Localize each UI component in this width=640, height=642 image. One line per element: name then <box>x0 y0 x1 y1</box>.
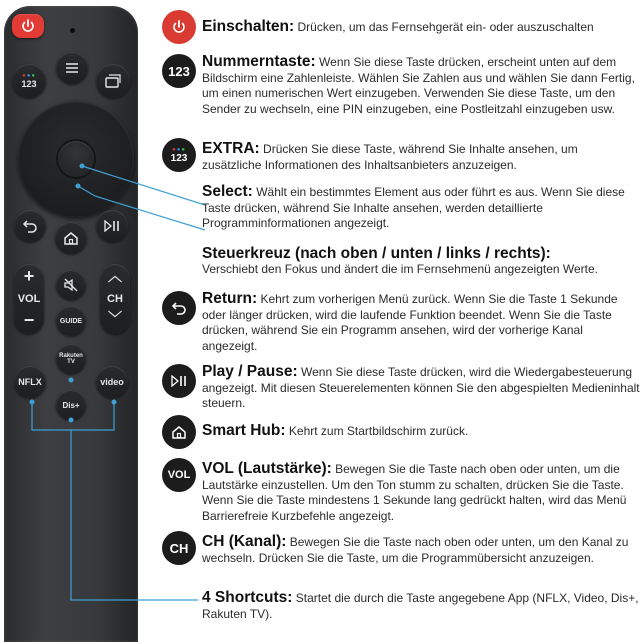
item-title: Select: <box>202 183 253 200</box>
channel-up-icon: ︿ <box>108 268 122 284</box>
item-text: Startet die durch die Taste angegebene App (NFLX, Video, Dis+, Rakuten TV). <box>202 591 639 621</box>
item-title: Nummerntaste: <box>202 53 316 70</box>
channel-label: CH <box>107 293 123 305</box>
video-button-label: video <box>100 377 124 387</box>
volume-down-label: − <box>23 310 35 330</box>
item-title: VOL (Lautstärke): <box>202 460 332 477</box>
item-title: Smart Hub: <box>202 422 286 439</box>
volume-up-label: + <box>23 266 35 286</box>
extra-badge-label: 123 <box>170 152 188 164</box>
item-title: EXTRA: <box>202 140 260 157</box>
extra-icon: ●●● 123 <box>162 138 196 172</box>
item-title: Return: <box>202 290 258 307</box>
item-title: CH (Kanal): <box>202 533 287 550</box>
rakuten-tv-button-label: Rakuten TV <box>59 353 83 365</box>
item-title: Play / Pause: <box>202 363 298 380</box>
return-icon <box>162 291 196 325</box>
extra-button-label: 123 <box>21 79 37 89</box>
item-text: Drücken, um das Fernsehgerät ein- oder auszuschalten <box>297 20 594 34</box>
item-title: 4 Shortcuts: <box>202 589 293 606</box>
channel-down-icon: ﹀ <box>108 310 122 326</box>
number-key-icon: 123 <box>162 54 196 88</box>
item-text: Kehrt zum vorherigen Menü zurück. Wenn Sie die Taste 1 Sekunde oder länger drücken, wird die laufende Funktion beendet. Wenn Sie die Taste drücken, während Sie ein Programm ansehen, wird der vorherige Kanal angezeigt. <box>202 292 618 353</box>
netflix-button-label: NFLX <box>18 377 42 387</box>
volume-icon: VOL <box>162 458 196 492</box>
item-text: Bewegen Sie die Taste nach oben oder unten, um den Kanal zu wechseln. Drücken Sie die Taste, um die Programmübersicht anzuzeigen. <box>202 535 629 565</box>
item-text: Bewegen Sie die Taste nach oben oder unten, um die Lautstärke einzustellen. Um den Ton stumm zu schalten, drücken Sie die Taste. Wenn Sie die Taste mindestens 1 Sekunde lang gedrückt halten, wird das Menü Barrierefreie Kurzbefehle angezeigt. <box>202 462 627 523</box>
item-text: Wählt ein bestimmtes Element aus oder führt es aus. Wenn Sie diese Taste drücken, während Sie Inhalte ansehen, werden detaillierte Programminformationen angezeigt. <box>202 185 625 230</box>
item-text: Wenn Sie diese Taste drücken, wird die Wiedergabesteuerung angezeigt. Mit diesen Steuerelementen können Sie den abgespielten Medieninhalt steuern. <box>202 365 640 410</box>
item-title: Steuerkreuz (nach oben / unten / links / rechts): <box>202 245 551 262</box>
disney-plus-button-label: Dis+ <box>62 400 80 410</box>
power-icon <box>162 10 196 44</box>
guide-button-label: GUIDE <box>59 317 83 325</box>
item-title: Einschalten: <box>202 18 295 35</box>
item-text: Wenn Sie diese Taste drücken, erscheint unten auf dem Bildschirm eine Zahlenleiste. Wählen Sie Zahlen aus und wählen Sie dann Fertig, um einen numerischen Wert einzugeben. Verwenden Sie diese Taste, um den Sender zu wechseln, eine PIN einzugeben, eine Postleitzahl einzugeben usw. <box>202 55 635 116</box>
extra-dots-icon: ●●● <box>22 73 36 79</box>
home-icon <box>162 415 196 449</box>
item-text: Verschiebt den Fokus und ändert die im Fernsehmenü angezeigten Werte. <box>202 261 599 276</box>
item-text: Drücken Sie diese Taste, während Sie Inhalte ansehen, um zusätzliche Informationen des Inhaltsanbieters anzuzeigen. <box>202 142 578 172</box>
play-pause-icon <box>162 364 196 398</box>
volume-label: VOL <box>17 293 41 305</box>
channel-icon: CH <box>162 531 196 565</box>
item-text: Kehrt zum Startbildschirm zurück. <box>288 424 469 438</box>
